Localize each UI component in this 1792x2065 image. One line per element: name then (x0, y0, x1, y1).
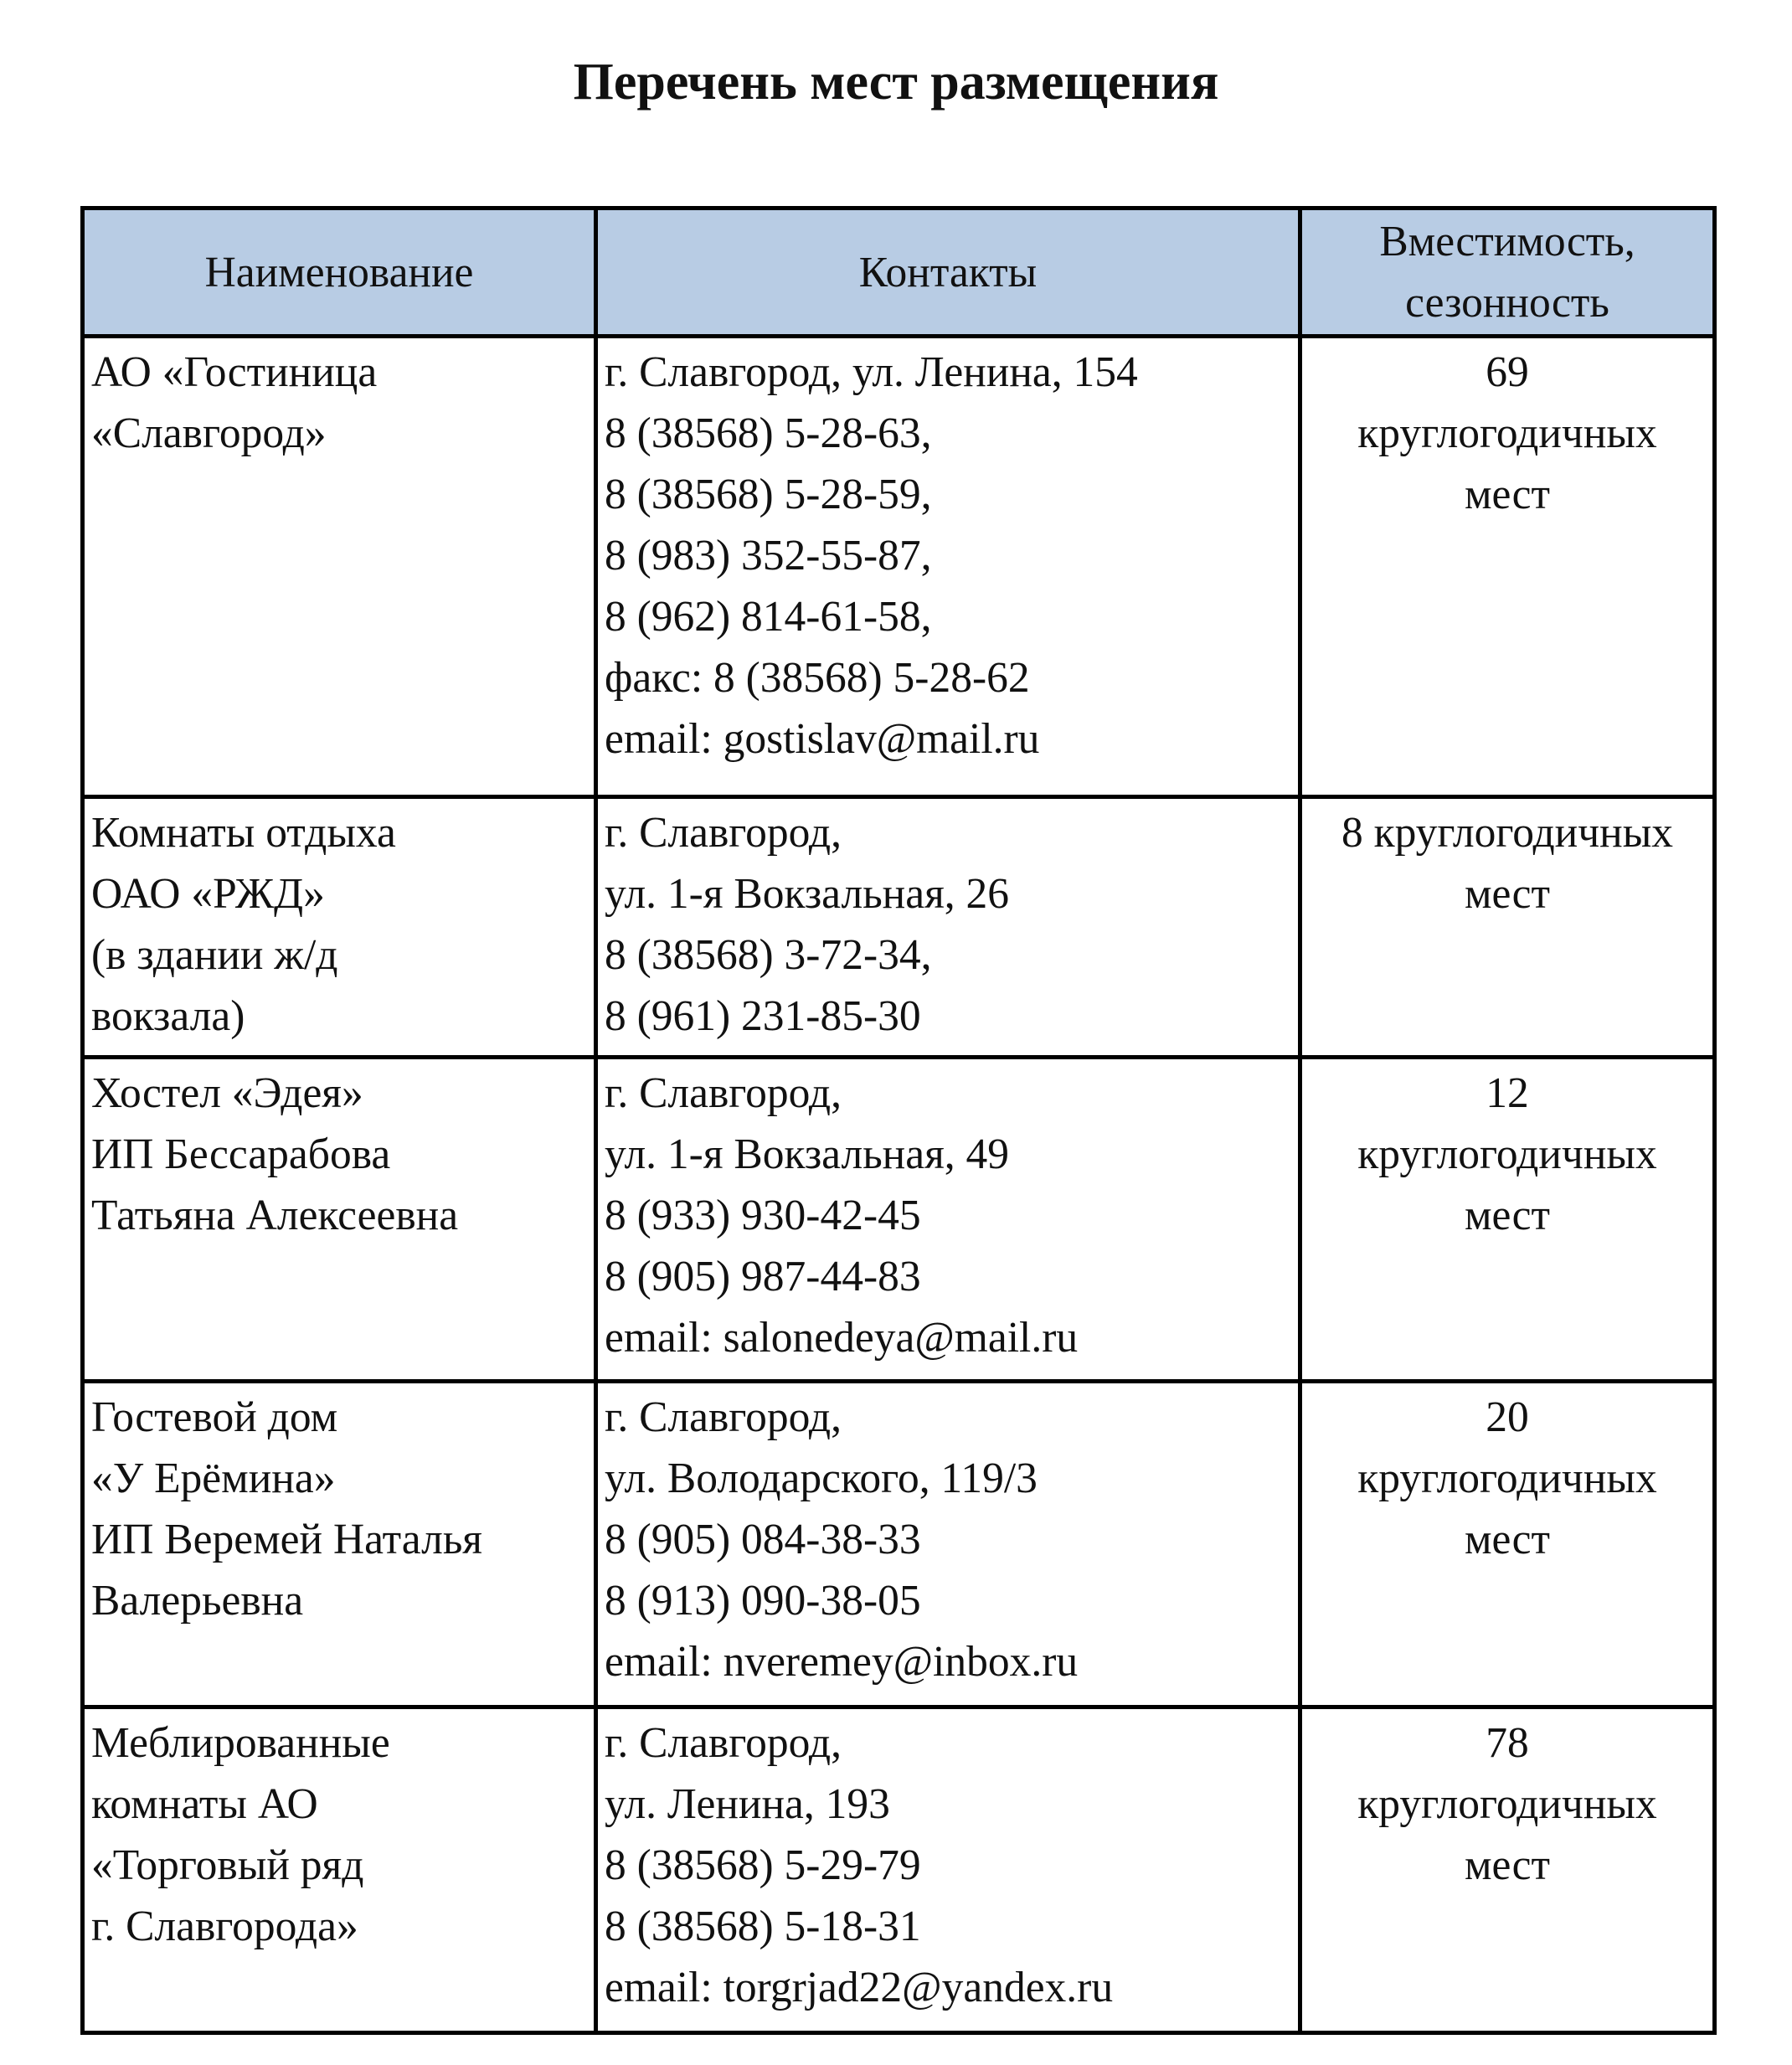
cell-capacity (1300, 337, 1715, 797)
name-line: Меблированные (91, 1719, 390, 1767)
cell-name (83, 1058, 596, 1382)
cell-name (83, 1707, 596, 2033)
cell-capacity (1300, 1707, 1715, 2033)
page-title: Перечень мест размещения (573, 54, 1219, 111)
cell-contacts (596, 1058, 1300, 1382)
header-capacity (1300, 209, 1715, 337)
capacity-line: мест (1464, 1841, 1551, 1889)
name-line: Хостел «Эдея» (91, 1069, 363, 1117)
capacity-line: 69 (1486, 348, 1529, 396)
cell-name (83, 1382, 596, 1707)
name-line: Татьяна Алексеевна (91, 1192, 459, 1239)
contact-email: email: torgrjad22@yandex.ru (605, 1964, 1114, 2011)
capacity-line: 8 круглогодичных (1341, 809, 1674, 857)
contact-phone: 8 (933) 930-42-45 (605, 1192, 921, 1239)
name-line: ОАО «РЖД» (91, 870, 325, 918)
capacity-line: круглогодичных (1357, 1780, 1657, 1828)
cell-name (83, 797, 596, 1058)
contact-address: г. Славгород, (605, 1393, 842, 1441)
contact-phone: 8 (38568) 5-28-59, (605, 471, 932, 518)
contact-email: email: gostislav@mail.ru (605, 715, 1040, 763)
contact-phone: 8 (905) 987-44-83 (605, 1253, 921, 1300)
accommodation-table (80, 206, 1717, 2035)
table-row (83, 337, 1715, 797)
name-line: комнаты АО (91, 1780, 318, 1828)
contact-phone: 8 (38568) 3-72-34, (605, 931, 932, 979)
capacity-line: 20 (1486, 1393, 1529, 1441)
name-line: ИП Веремей Наталья (91, 1516, 482, 1563)
name-line: «У Ерёмина» (91, 1455, 336, 1502)
contact-address: ул. Володарского, 119/3 (605, 1455, 1038, 1502)
contact-phone: 8 (962) 814-61-58, (605, 593, 932, 641)
name-line: Валерьевна (91, 1577, 304, 1625)
cell-capacity (1300, 1382, 1715, 1707)
header-contacts: Контакты (596, 209, 1300, 337)
capacity-line: мест (1464, 1192, 1551, 1239)
contact-email: email: salonedeya@mail.ru (605, 1314, 1079, 1362)
table-header-row (83, 209, 1715, 337)
contact-fax: факс: 8 (38568) 5-28-62 (605, 654, 1030, 702)
name-line: «Славгород» (91, 409, 327, 457)
contact-address: г. Славгород, (605, 1719, 842, 1767)
contact-address: ул. 1-я Вокзальная, 26 (605, 870, 1010, 918)
capacity-line: круглогодичных (1357, 409, 1657, 457)
contact-phone: 8 (913) 090-38-05 (605, 1577, 921, 1625)
capacity-line: 78 (1486, 1719, 1529, 1767)
cell-contacts (596, 337, 1300, 797)
header-capacity-line: Вместимость, (1379, 218, 1635, 265)
header-name: Наименование (83, 209, 596, 337)
capacity-line: мест (1464, 1516, 1551, 1563)
name-line: Гостевой дом (91, 1393, 338, 1441)
contact-email: email: nveremey@inbox.ru (605, 1638, 1079, 1686)
cell-capacity (1300, 797, 1715, 1058)
contact-address: ул. Ленина, 193 (605, 1780, 890, 1828)
table-row (83, 1382, 1715, 1707)
capacity-line: круглогодичных (1357, 1455, 1657, 1502)
capacity-line: 12 (1486, 1069, 1529, 1117)
contact-phone: 8 (983) 352-55-87, (605, 532, 932, 579)
table-row (83, 1707, 1715, 2033)
contact-address: г. Славгород, (605, 1069, 842, 1117)
contact-phone: 8 (905) 084-38-33 (605, 1516, 921, 1563)
contact-address: г. Славгород, (605, 809, 842, 857)
cell-contacts (596, 1707, 1300, 2033)
cell-capacity (1300, 1058, 1715, 1382)
capacity-line: мест (1464, 870, 1551, 918)
table-row (83, 797, 1715, 1058)
table-row (83, 1058, 1715, 1382)
header-capacity-line: сезонность (1405, 279, 1609, 327)
contact-address: г. Славгород, ул. Ленина, 154 (605, 348, 1138, 396)
name-line: «Торговый ряд (91, 1841, 364, 1889)
capacity-line: круглогодичных (1357, 1130, 1657, 1178)
cell-contacts (596, 1382, 1300, 1707)
capacity-line: мест (1464, 471, 1551, 518)
name-line: г. Славгорода» (91, 1903, 358, 1950)
name-line: ИП Бессарабова (91, 1130, 391, 1178)
contact-phone: 8 (38568) 5-28-63, (605, 409, 932, 457)
name-line: вокзала) (91, 992, 245, 1040)
cell-contacts (596, 797, 1300, 1058)
name-line: Комнаты отдыха (91, 809, 396, 857)
name-line: (в здании ж/д (91, 931, 338, 979)
contact-phone: 8 (38568) 5-29-79 (605, 1841, 921, 1889)
contact-address: ул. 1-я Вокзальная, 49 (605, 1130, 1010, 1178)
name-line: АО «Гостиница (91, 348, 378, 396)
cell-name (83, 337, 596, 797)
contact-phone: 8 (38568) 5-18-31 (605, 1903, 921, 1950)
contact-phone: 8 (961) 231-85-30 (605, 992, 921, 1040)
